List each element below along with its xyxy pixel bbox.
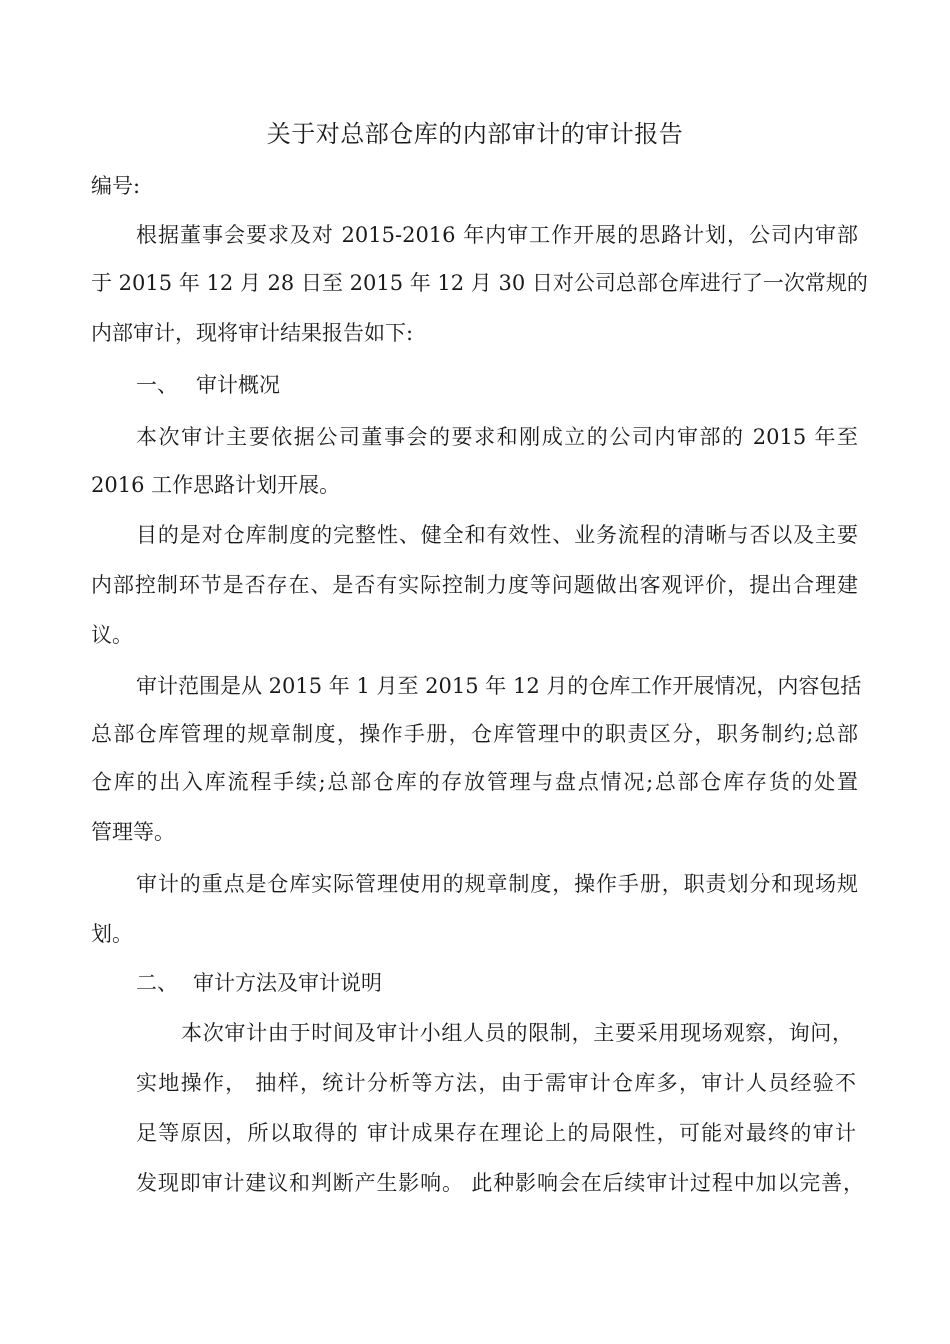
method-line-2: 实地操作， 抽样，统计分析等方法，由于需审计仓库多，审计人员经验不 <box>136 1071 856 1095</box>
section2-number: 二、 <box>136 971 178 995</box>
method-line-4: 发现即审计建议和判断产生影响。 此种影响会在后续审计过程中加以完善， <box>136 1171 864 1195</box>
purpose-line-1: 目的是对仓库制度的完整性、健全和有效性、业务流程的清晰与否以及主要 <box>136 523 858 547</box>
purpose-line-2: 内部控制环节是否存在、是否有实际控制力度等问题做出客观评价，提出合理建 <box>91 573 858 597</box>
focus-line-2: 划。 <box>91 922 133 946</box>
section1-number: 一、 <box>136 373 178 397</box>
section2-heading: 审计方法及审计说明 <box>193 971 382 995</box>
scope-line-3: 仓库的出入库流程手续;总部仓库的存放管理与盘点情况;总部仓库存货的处置 <box>91 770 858 794</box>
scope-line-4: 管理等。 <box>91 820 175 844</box>
basis-line-2: 2016 工作思路计划开展。 <box>91 473 341 497</box>
section1-heading: 审计概况 <box>196 373 280 397</box>
focus-line-1: 审计的重点是仓库实际管理使用的规章制度，操作手册，职责划分和现场规 <box>136 872 858 896</box>
intro-line-1: 根据董事会要求及对 2015-2016 年内审工作开展的思路计划，公司内审部 <box>136 223 858 247</box>
method-line-1: 本次审计由于时间及审计小组人员的限制，主要采用现场观察，询问， <box>181 1021 853 1045</box>
method-line-3: 足等原因，所以取得的 审计成果存在理论上的局限性，可能对最终的审计 <box>136 1121 856 1145</box>
number-label: 编号: <box>91 174 141 198</box>
document-title: 关于对总部仓库的内部审计的审计报告 <box>266 120 684 148</box>
scope-line-2: 总部仓库管理的规章制度，操作手册，仓库管理中的职责区分，职务制约;总部 <box>91 722 858 746</box>
basis-line-1: 本次审计主要依据公司董事会的要求和刚成立的公司内审部的 2015 年至 <box>136 425 858 449</box>
intro-line-2: 于 2015 年 12 月 28 日至 2015 年 12 月 30 日对公司总部仓库进行了一次常规的 <box>91 271 868 295</box>
intro-line-3: 内部审计，现将审计结果报告如下: <box>91 321 414 345</box>
purpose-line-3: 议。 <box>91 623 133 647</box>
scope-line-1: 审计范围是从 2015 年 1 月至 2015 年 12 月的仓库工作开展情况，内容包括 <box>136 674 862 698</box>
